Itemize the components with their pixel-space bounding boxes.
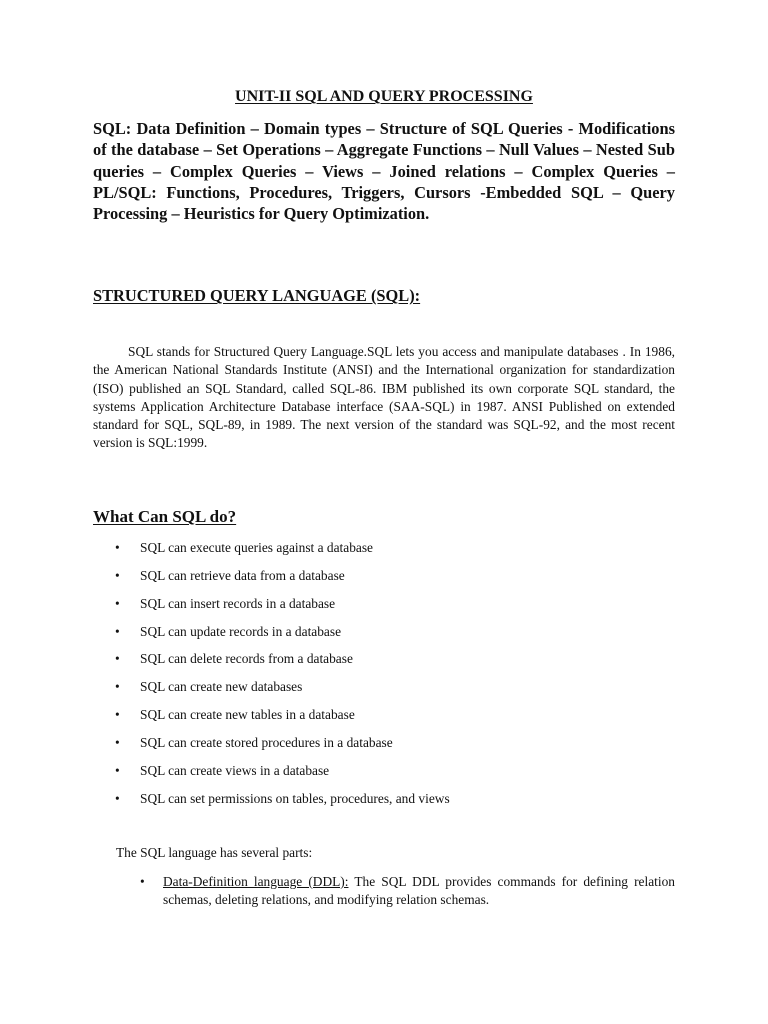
list-item — [115, 594, 450, 622]
bullet-icon: • — [115, 762, 120, 778]
list-item-text: SQL can insert records in a database — [140, 595, 336, 611]
ddl-term: Data-Definition language (DDL): — [163, 874, 349, 889]
bullet-icon: • — [115, 679, 120, 695]
bullet-icon: • — [115, 623, 120, 639]
list-item-text: SQL can retrieve data from a database — [140, 567, 345, 583]
list-item-text: SQL can create new tables in a database — [140, 707, 355, 723]
list-item — [115, 789, 450, 817]
parts-list — [140, 873, 675, 909]
ddl-description: The SQL DDL provides commands for defining relation schemas, deleting relations, and modifying relation schemas. — [163, 874, 675, 907]
list-item — [115, 649, 450, 677]
list-item — [115, 705, 450, 733]
intro-text: SQL stands for Structured Query Language.SQL lets you access and manipulate databases . In 1986, the American National Standards Institute (ANSI) and the International organization for standardization (ISO) published an SQL Standard, called SQL-86. IBM published its own corporate SQL standard, the systems Application Architecture Database interface (SAA-SQL) in 1987. ANSI Published on extended standard for SQL, SQL-89, in 1989. The next version of the standard was SQL-92, and the most recent version is SQL:1999. — [93, 344, 675, 451]
bullet-icon: • — [115, 734, 120, 750]
list-item-text: SQL can execute queries against a database — [140, 540, 373, 555]
bullet-icon: • — [115, 651, 120, 667]
unit-title: UNIT-II SQL AND QUERY PROCESSING — [235, 88, 533, 105]
bullet-icon: • — [115, 790, 120, 806]
section-heading-sql: STRUCTURED QUERY LANGUAGE (SQL): — [93, 286, 421, 305]
capabilities-list — [115, 538, 450, 816]
list-item-text: SQL can create new databases — [140, 679, 303, 695]
list-item — [115, 566, 450, 594]
list-item — [115, 733, 450, 761]
list-item — [115, 622, 450, 650]
bullet-icon: • — [115, 567, 120, 583]
bullet-icon: • — [115, 540, 120, 555]
parts-intro: The SQL language has several parts: — [116, 845, 313, 860]
syllabus-paragraph: SQL: Data Definition – Domain types – Structure of SQL Queries - Modifications of the database – Set Operations – Aggregate Functions – Null Values – Nested Sub queries – Complex Queries – Views – Joined relations – Complex Queries – PL/SQL: Functions, Procedures, Triggers, Cursors -Embedded SQL – Query Processing – Heuristics for Query Optimization. — [93, 119, 675, 224]
list-item — [115, 677, 450, 705]
list-item-ddl — [140, 873, 675, 909]
list-item-text: SQL can set permissions on tables, procedures, and views — [140, 790, 450, 806]
list-item-text: SQL can create stored procedures in a database — [140, 734, 393, 750]
list-item-text: SQL can create views in a database — [140, 762, 330, 778]
intro-paragraph — [93, 343, 675, 453]
bullet-icon: • — [115, 595, 120, 611]
list-item-text: SQL can delete records from a database — [140, 651, 353, 667]
bullet-icon: • — [115, 707, 120, 723]
bullet-icon: • — [140, 874, 145, 889]
list-item-text: SQL can update records in a database — [140, 623, 342, 639]
list-item — [115, 538, 450, 566]
what-can-sql-do-heading: What Can SQL do? — [93, 507, 237, 526]
list-item — [115, 761, 450, 789]
